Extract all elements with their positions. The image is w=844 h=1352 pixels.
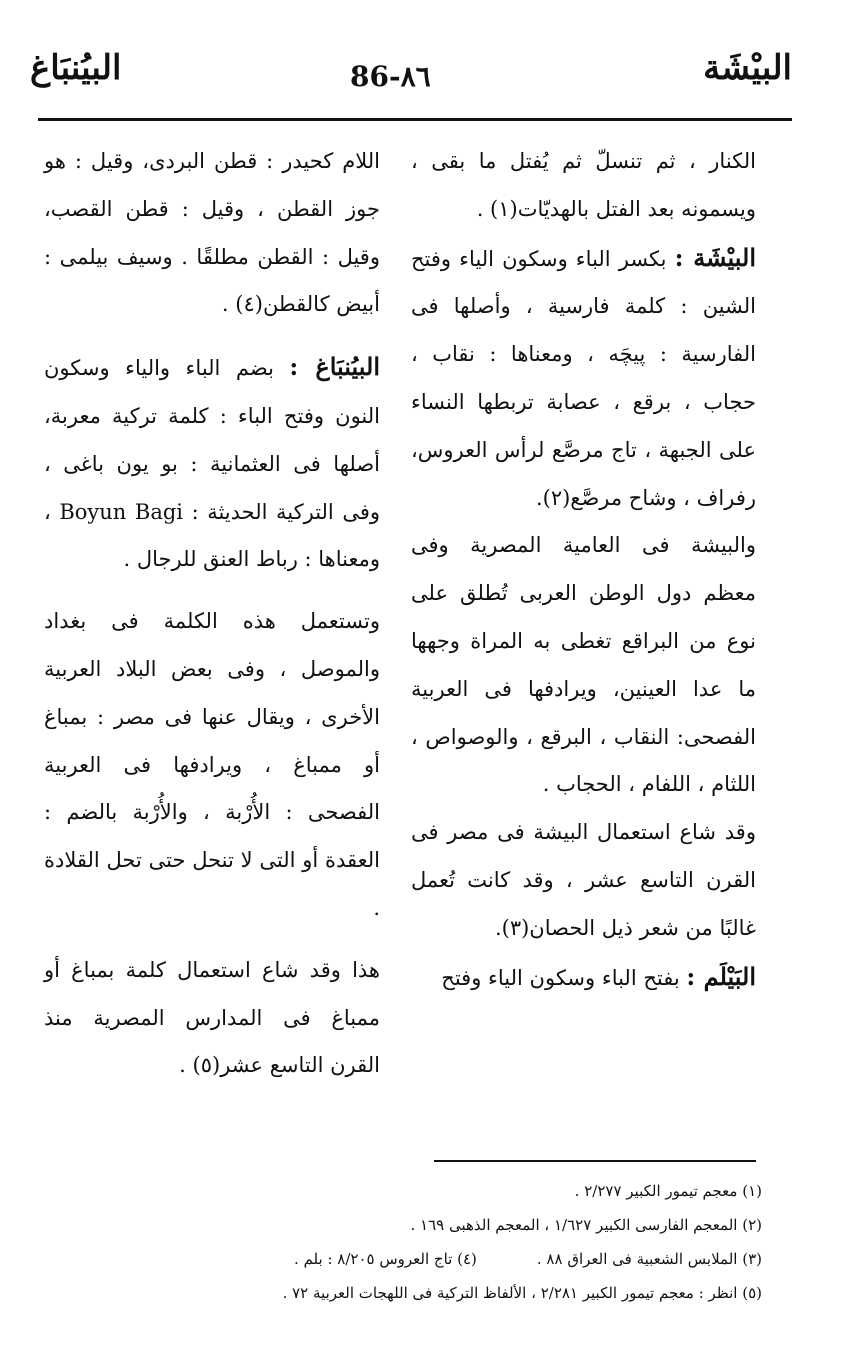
footnote-2: (٢) المعجم الفارسى الكبير ١/٦٢٧ ، المعجم الذهبى ١٦٩ . [410,1216,762,1234]
entry-term: البيُنبَاغ : [289,352,380,382]
entry-term: البَيْلَم : [686,961,756,991]
footnote-4: (٤) تاج العروس ٨/٢٠٥ : بلم . [294,1250,477,1268]
footnotes [42,1174,762,1310]
footnote-1: (١) معجم تيمور الكبير ٢/٢٧٧ . [574,1182,762,1200]
paragraph: هذا وقد شاع استعمال كلمة بمباغ أو ممباغ فى المدارس المصرية منذ القرن التاسع عشر(٥) . [44,957,380,1078]
right-column [411,138,756,1002]
page-number: 86-٨٦ [350,60,431,93]
paragraph: اللام كحيدر : قطن البردى، وقيل : هو جوز القطن ، وقيل : قطن القصب، وقيل : القطن مطلقًا . وسيف بيلمى : أبيض كالقطن(٤) . [44,149,380,317]
guide-word-start: البيْشَة [703,48,792,88]
left-column [44,138,380,1090]
entry-baylam [411,953,756,1003]
entry-term: البيْشَة : [674,242,756,272]
page-header [30,40,792,110]
paragraph: وتستعمل هذه الكلمة فى بغداد والموصل ، وفى بعض البلاد العربية الأخرى ، ويقال عنها فى مصر : بمباغ أو ممباغ ، ويرادفها فى العربية الفصحى : الأُرْبة ، والأُرْبة بالضم : العقدة أو التى لا تنحل حتى تحل القلادة . [44,609,380,920]
entry-definition: بضم الباء والياء وسكون النون وفتح الباء : كلمة تركية معربة، أصلها فى العثمانية : بو يون باغى ، وفى التركية الحديثة : Boyun Bagi ، ومعناها : رباط العنق للرجال . [44,356,381,572]
footnote-3: (٣) الملابس الشعبية فى العراق ٨٨ . [536,1250,762,1268]
guide-word-end: البيُنبَاغ [30,48,122,88]
footnote-rule [434,1160,756,1162]
entry-boyunbagh [44,343,380,584]
footnote-5: (٥) انظر : معجم تيمور الكبير ٢/٢٨١ ، الألفاظ التركية فى اللهجات العربية ٧٢ . [282,1284,762,1302]
entry-definition: بفتح الباء وسكون الياء وفتح [441,965,687,990]
paragraph: والبيشة فى العامية المصرية وفى معظم دول الوطن العربى تُطلق على نوع من البراقع تغطى به المراة وجهها ما عدا العينين، ويرادفها فى العربية الفصحى: النقاب ، البرقع ، والوصواص ، اللثام ، اللفام ، الحجاب . [411,533,756,797]
paragraph: الكنار ، ثم تنسلّ ثم يُفتل ما بقى ، ويسمونه بعد الفتل بالهديّات(١) . [411,149,756,221]
entry-definition: بكسر الباء وسكون الياء وفتح الشين : كلمة فارسية ، وأصلها فى الفارسية : پيچَه ، ومعناها : نقاب ، حجاب ، برقع ، عصابة تربطها النساء على الجبهة ، تاج مرصَّع لرأس العروس، رفراف ، وشاح مرصَّع(٢). [411,246,756,510]
paragraph: وقد شاع استعمال البيشة فى مصر فى القرن التاسع عشر ، وقد كانت تُعمل غالبًا من شعر ذيل الحصان(٣). [411,820,756,940]
footnote-row [42,1242,762,1276]
header-rule [38,118,792,121]
entry-bisha [411,234,756,523]
